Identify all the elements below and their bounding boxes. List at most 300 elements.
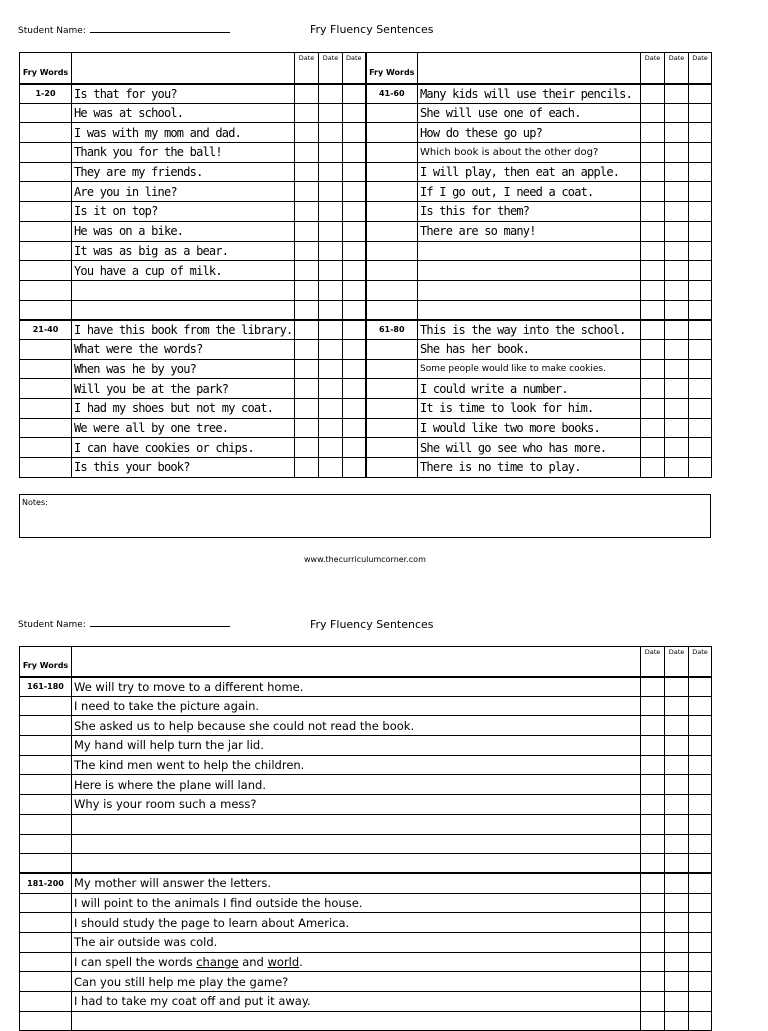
date-cell[interactable] — [343, 123, 366, 143]
date-cell[interactable] — [641, 696, 665, 716]
sentence-cell: My hand will help turn the jar lid. — [72, 736, 641, 756]
date-cell[interactable] — [665, 893, 689, 913]
notes-label: Notes: — [22, 498, 48, 507]
date-cell[interactable] — [665, 458, 689, 478]
date-cell[interactable] — [343, 241, 366, 261]
date-cell[interactable] — [689, 972, 712, 992]
date-header: Date — [641, 53, 665, 84]
sentence-cell: I will play, then eat an apple. — [418, 162, 641, 182]
date-cell[interactable] — [319, 458, 343, 478]
date-cell[interactable] — [295, 300, 319, 320]
date-cell[interactable] — [343, 359, 366, 379]
sentence-cell: Thank you for the ball! — [72, 143, 295, 163]
sentence-header — [418, 53, 641, 84]
date-cell[interactable] — [641, 438, 665, 458]
date-cell[interactable] — [343, 300, 366, 320]
date-cell[interactable] — [665, 972, 689, 992]
date-cell[interactable] — [665, 221, 689, 241]
date-cell[interactable] — [641, 84, 665, 104]
date-cell[interactable] — [665, 379, 689, 399]
date-cell[interactable] — [665, 103, 689, 123]
range-label — [366, 261, 418, 281]
sentence-cell: Is this your book? — [72, 458, 295, 478]
date-cell[interactable] — [343, 339, 366, 359]
date-cell[interactable] — [689, 162, 712, 182]
sentence-cell: He was on a bike. — [72, 221, 295, 241]
sentence-cell — [72, 1011, 641, 1031]
date-cell[interactable] — [665, 992, 689, 1012]
date-cell[interactable] — [641, 677, 665, 697]
range-label — [366, 162, 418, 182]
date-cell[interactable] — [665, 182, 689, 202]
date-cell[interactable] — [343, 458, 366, 478]
date-header: Date — [665, 647, 689, 677]
range-label — [20, 379, 72, 399]
sentence-row — [20, 775, 712, 795]
date-cell[interactable] — [295, 280, 319, 300]
sentence-row — [20, 952, 712, 972]
date-cell[interactable] — [689, 418, 712, 438]
date-cell[interactable] — [319, 280, 343, 300]
date-cell[interactable] — [689, 359, 712, 379]
date-cell[interactable] — [295, 123, 319, 143]
sentence-cell: I need to take the picture again. — [72, 696, 641, 716]
date-cell[interactable] — [689, 932, 712, 952]
date-cell[interactable] — [641, 873, 665, 893]
date-cell[interactable] — [641, 716, 665, 736]
student-name-line — [90, 23, 230, 33]
student-name-line — [90, 617, 230, 627]
date-cell[interactable] — [641, 241, 665, 261]
range-label — [20, 143, 72, 163]
date-cell[interactable] — [689, 84, 712, 104]
sentence-cell: I could write a number. — [418, 379, 641, 399]
date-cell[interactable] — [343, 320, 366, 340]
date-cell[interactable] — [295, 221, 319, 241]
sentence-cell: It is time to look for him. — [418, 399, 641, 419]
date-cell[interactable] — [689, 399, 712, 419]
sentence-cell: I should study the page to learn about America. — [72, 913, 641, 933]
sentence-cell: She has her book. — [418, 339, 641, 359]
date-cell[interactable] — [641, 359, 665, 379]
date-cell[interactable] — [641, 913, 665, 933]
date-cell[interactable] — [641, 755, 665, 775]
date-cell[interactable] — [689, 320, 712, 340]
date-cell[interactable] — [641, 854, 665, 874]
range-label — [366, 438, 418, 458]
range-label — [366, 280, 418, 300]
date-cell[interactable] — [641, 834, 665, 854]
date-cell[interactable] — [689, 458, 712, 478]
sentence-row — [20, 162, 712, 182]
date-cell[interactable] — [665, 320, 689, 340]
sentence-row — [20, 438, 712, 458]
range-label — [366, 241, 418, 261]
fluency-table-1 — [19, 52, 712, 478]
date-header: Date — [295, 53, 319, 84]
range-label — [20, 755, 72, 775]
date-cell[interactable] — [665, 300, 689, 320]
date-cell[interactable] — [689, 677, 712, 697]
fry-words-header: Fry Words — [366, 53, 418, 84]
date-cell[interactable] — [665, 814, 689, 834]
date-cell[interactable] — [641, 261, 665, 281]
date-cell[interactable] — [319, 359, 343, 379]
sentence-cell: She asked us to help because she could not read the book. — [72, 716, 641, 736]
date-cell[interactable] — [319, 241, 343, 261]
date-cell[interactable] — [319, 84, 343, 104]
date-cell[interactable] — [689, 202, 712, 222]
date-cell[interactable] — [665, 399, 689, 419]
date-cell[interactable] — [641, 399, 665, 419]
date-cell[interactable] — [689, 438, 712, 458]
date-cell[interactable] — [319, 123, 343, 143]
date-cell[interactable] — [319, 438, 343, 458]
date-cell[interactable] — [295, 320, 319, 340]
date-cell[interactable] — [319, 143, 343, 163]
sentence-cell: They are my friends. — [72, 162, 295, 182]
date-cell[interactable] — [689, 300, 712, 320]
range-label — [366, 123, 418, 143]
date-cell[interactable] — [689, 834, 712, 854]
sentence-cell — [72, 834, 641, 854]
student-name-field — [18, 23, 230, 36]
date-cell[interactable] — [665, 834, 689, 854]
date-header: Date — [343, 53, 366, 84]
sentence-cell: Are you in line? — [72, 182, 295, 202]
date-cell[interactable] — [343, 221, 366, 241]
range-label — [20, 300, 72, 320]
date-cell[interactable] — [343, 261, 366, 281]
date-cell[interactable] — [295, 458, 319, 478]
date-cell[interactable] — [665, 202, 689, 222]
date-cell[interactable] — [689, 814, 712, 834]
range-label — [20, 814, 72, 834]
sentence-text: I can spell the words — [74, 954, 197, 969]
date-cell[interactable] — [641, 932, 665, 952]
date-cell[interactable] — [319, 162, 343, 182]
date-cell[interactable] — [665, 84, 689, 104]
date-cell[interactable] — [343, 379, 366, 399]
range-label — [20, 992, 72, 1012]
date-cell[interactable] — [343, 399, 366, 419]
date-cell[interactable] — [295, 84, 319, 104]
date-cell[interactable] — [665, 913, 689, 933]
date-cell[interactable] — [641, 339, 665, 359]
date-cell[interactable] — [665, 123, 689, 143]
range-label: 61-80 — [366, 320, 418, 340]
range-label — [20, 854, 72, 874]
date-cell[interactable] — [641, 992, 665, 1012]
range-label — [20, 795, 72, 815]
date-cell[interactable] — [689, 182, 712, 202]
sentence-cell: I had my shoes but not my coat. — [72, 399, 295, 419]
date-cell[interactable] — [295, 162, 319, 182]
date-cell[interactable] — [641, 972, 665, 992]
date-cell[interactable] — [343, 202, 366, 222]
range-label: 41-60 — [366, 84, 418, 104]
date-cell[interactable] — [295, 241, 319, 261]
range-label — [20, 399, 72, 419]
date-cell[interactable] — [665, 775, 689, 795]
date-cell[interactable] — [641, 418, 665, 438]
date-cell[interactable] — [641, 775, 665, 795]
date-cell[interactable] — [295, 399, 319, 419]
date-cell[interactable] — [295, 379, 319, 399]
date-cell[interactable] — [665, 1011, 689, 1031]
fry-words-header: Fry Words — [20, 53, 72, 84]
date-cell[interactable] — [641, 320, 665, 340]
date-cell[interactable] — [295, 103, 319, 123]
range-label — [20, 103, 72, 123]
date-cell[interactable] — [641, 795, 665, 815]
sentence-cell: I would like two more books. — [418, 418, 641, 438]
date-cell[interactable] — [295, 359, 319, 379]
range-label: 1-20 — [20, 84, 72, 104]
date-cell[interactable] — [689, 379, 712, 399]
date-cell[interactable] — [641, 143, 665, 163]
sentence-cell: The kind men went to help the children. — [72, 755, 641, 775]
date-cell[interactable] — [665, 280, 689, 300]
date-cell[interactable] — [641, 123, 665, 143]
sentence-header — [72, 647, 641, 677]
website-footer: www.thecurriculumcorner.com — [304, 555, 426, 564]
underlined-word: world — [267, 954, 300, 969]
date-cell[interactable] — [641, 182, 665, 202]
date-cell[interactable] — [689, 795, 712, 815]
date-cell[interactable] — [665, 438, 689, 458]
range-label — [366, 359, 418, 379]
range-label — [20, 1011, 72, 1031]
range-label — [366, 300, 418, 320]
date-cell[interactable] — [689, 913, 712, 933]
sentence-row — [20, 103, 712, 123]
date-cell[interactable] — [295, 261, 319, 281]
date-cell[interactable] — [319, 399, 343, 419]
sentence-row — [20, 399, 712, 419]
date-cell[interactable] — [641, 300, 665, 320]
sentence-cell: My mother will answer the letters. — [72, 873, 641, 893]
date-cell[interactable] — [295, 202, 319, 222]
date-cell[interactable] — [689, 854, 712, 874]
date-cell[interactable] — [689, 339, 712, 359]
date-header: Date — [689, 647, 712, 677]
date-cell[interactable] — [665, 261, 689, 281]
date-cell[interactable] — [665, 677, 689, 697]
range-label — [366, 202, 418, 222]
date-cell[interactable] — [343, 280, 366, 300]
date-cell[interactable] — [665, 873, 689, 893]
sentence-cell: It was as big as a bear. — [72, 241, 295, 261]
sentence-cell — [72, 854, 641, 874]
range-label — [20, 438, 72, 458]
date-cell[interactable] — [689, 755, 712, 775]
range-label — [366, 458, 418, 478]
range-label — [20, 202, 72, 222]
date-cell[interactable] — [665, 696, 689, 716]
date-cell[interactable] — [319, 418, 343, 438]
date-cell[interactable] — [343, 162, 366, 182]
range-label — [20, 716, 72, 736]
date-cell[interactable] — [689, 280, 712, 300]
header-row — [20, 647, 712, 677]
date-cell[interactable] — [641, 736, 665, 756]
range-label — [20, 221, 72, 241]
range-label — [366, 182, 418, 202]
date-cell[interactable] — [319, 103, 343, 123]
sentence-row — [20, 755, 712, 775]
date-cell[interactable] — [665, 339, 689, 359]
date-cell[interactable] — [665, 716, 689, 736]
date-cell[interactable] — [665, 143, 689, 163]
sentence-row — [20, 458, 712, 478]
sentence-cell: I will point to the animals I find outside the house. — [72, 893, 641, 913]
date-cell[interactable] — [319, 202, 343, 222]
sentence-row — [20, 359, 712, 379]
sentence-cell: There is no time to play. — [418, 458, 641, 478]
date-cell[interactable] — [343, 103, 366, 123]
date-cell[interactable] — [319, 182, 343, 202]
sentence-row — [20, 814, 712, 834]
sentence-cell: Will you be at the park? — [72, 379, 295, 399]
date-cell[interactable] — [295, 339, 319, 359]
range-label — [20, 913, 72, 933]
date-cell[interactable] — [665, 418, 689, 438]
sentence-row — [20, 873, 712, 893]
sentence-row — [20, 143, 712, 163]
date-cell[interactable] — [689, 992, 712, 1012]
date-cell[interactable] — [689, 696, 712, 716]
range-label — [366, 418, 418, 438]
date-cell[interactable] — [665, 736, 689, 756]
date-cell[interactable] — [319, 261, 343, 281]
range-label — [366, 143, 418, 163]
sentence-cell — [418, 300, 641, 320]
date-cell[interactable] — [641, 103, 665, 123]
date-cell[interactable] — [641, 202, 665, 222]
sentence-row — [20, 123, 712, 143]
sentence-row — [20, 339, 712, 359]
date-cell[interactable] — [665, 795, 689, 815]
date-cell[interactable] — [319, 300, 343, 320]
date-cell[interactable] — [689, 716, 712, 736]
date-cell[interactable] — [295, 438, 319, 458]
sentence-text: . — [299, 954, 303, 969]
date-cell[interactable] — [641, 379, 665, 399]
date-cell[interactable] — [641, 458, 665, 478]
date-cell[interactable] — [641, 893, 665, 913]
sentence-cell: She will use one of each. — [418, 103, 641, 123]
date-cell[interactable] — [641, 221, 665, 241]
date-cell[interactable] — [689, 952, 712, 972]
date-cell[interactable] — [295, 143, 319, 163]
range-label — [20, 696, 72, 716]
sentence-row — [20, 893, 712, 913]
date-cell[interactable] — [665, 241, 689, 261]
date-cell[interactable] — [641, 1011, 665, 1031]
date-cell[interactable] — [319, 379, 343, 399]
date-cell[interactable] — [665, 952, 689, 972]
underlined-word: change — [196, 954, 239, 969]
range-label: 161-180 — [20, 677, 72, 697]
date-cell[interactable] — [319, 221, 343, 241]
date-cell[interactable] — [689, 873, 712, 893]
sentence-cell — [72, 952, 641, 972]
range-label — [20, 893, 72, 913]
sentence-row — [20, 716, 712, 736]
date-cell[interactable] — [689, 123, 712, 143]
sentence-row — [20, 241, 712, 261]
sentence-row — [20, 736, 712, 756]
date-cell[interactable] — [319, 320, 343, 340]
date-header: Date — [689, 53, 712, 84]
date-cell[interactable] — [641, 162, 665, 182]
sentence-cell: Why is your room such a mess? — [72, 795, 641, 815]
date-cell[interactable] — [689, 143, 712, 163]
range-label — [20, 834, 72, 854]
date-cell[interactable] — [343, 182, 366, 202]
date-cell[interactable] — [689, 261, 712, 281]
range-label — [20, 261, 72, 281]
date-cell[interactable] — [689, 1011, 712, 1031]
date-cell[interactable] — [665, 755, 689, 775]
date-cell[interactable] — [295, 182, 319, 202]
sentence-text: and — [238, 954, 268, 969]
date-cell[interactable] — [665, 359, 689, 379]
date-cell[interactable] — [689, 736, 712, 756]
range-label — [20, 241, 72, 261]
sentence-cell — [72, 280, 295, 300]
sentence-row — [20, 280, 712, 300]
sentence-row — [20, 677, 712, 697]
date-cell[interactable] — [295, 418, 319, 438]
date-cell[interactable] — [689, 221, 712, 241]
date-cell[interactable] — [641, 814, 665, 834]
sentence-row — [20, 182, 712, 202]
sentence-cell: Is that for you? — [72, 84, 295, 104]
date-cell[interactable] — [689, 103, 712, 123]
sentence-cell: This is the way into the school. — [418, 320, 641, 340]
date-cell[interactable] — [343, 438, 366, 458]
date-cell[interactable] — [689, 893, 712, 913]
date-cell[interactable] — [343, 84, 366, 104]
date-cell[interactable] — [319, 339, 343, 359]
student-name-label: Student Name: — [18, 26, 86, 36]
range-label — [20, 359, 72, 379]
range-label — [366, 103, 418, 123]
date-cell[interactable] — [665, 162, 689, 182]
sentence-cell: I had to take my coat off and put it away. — [72, 992, 641, 1012]
sentence-row — [20, 795, 712, 815]
date-cell[interactable] — [641, 280, 665, 300]
range-label — [20, 775, 72, 795]
date-cell[interactable] — [343, 418, 366, 438]
date-cell[interactable] — [689, 775, 712, 795]
notes-box — [19, 494, 711, 538]
fry-words-header: Fry Words — [20, 647, 72, 677]
date-cell[interactable] — [343, 143, 366, 163]
sentence-cell — [418, 241, 641, 261]
student-name-label: Student Name: — [18, 620, 86, 630]
date-cell[interactable] — [689, 241, 712, 261]
date-cell[interactable] — [665, 854, 689, 874]
sentence-cell: Some people would like to make cookies. — [418, 359, 641, 379]
sentence-row — [20, 932, 712, 952]
sentence-row — [20, 913, 712, 933]
date-cell[interactable] — [665, 932, 689, 952]
date-cell[interactable] — [641, 952, 665, 972]
sentence-cell — [72, 814, 641, 834]
